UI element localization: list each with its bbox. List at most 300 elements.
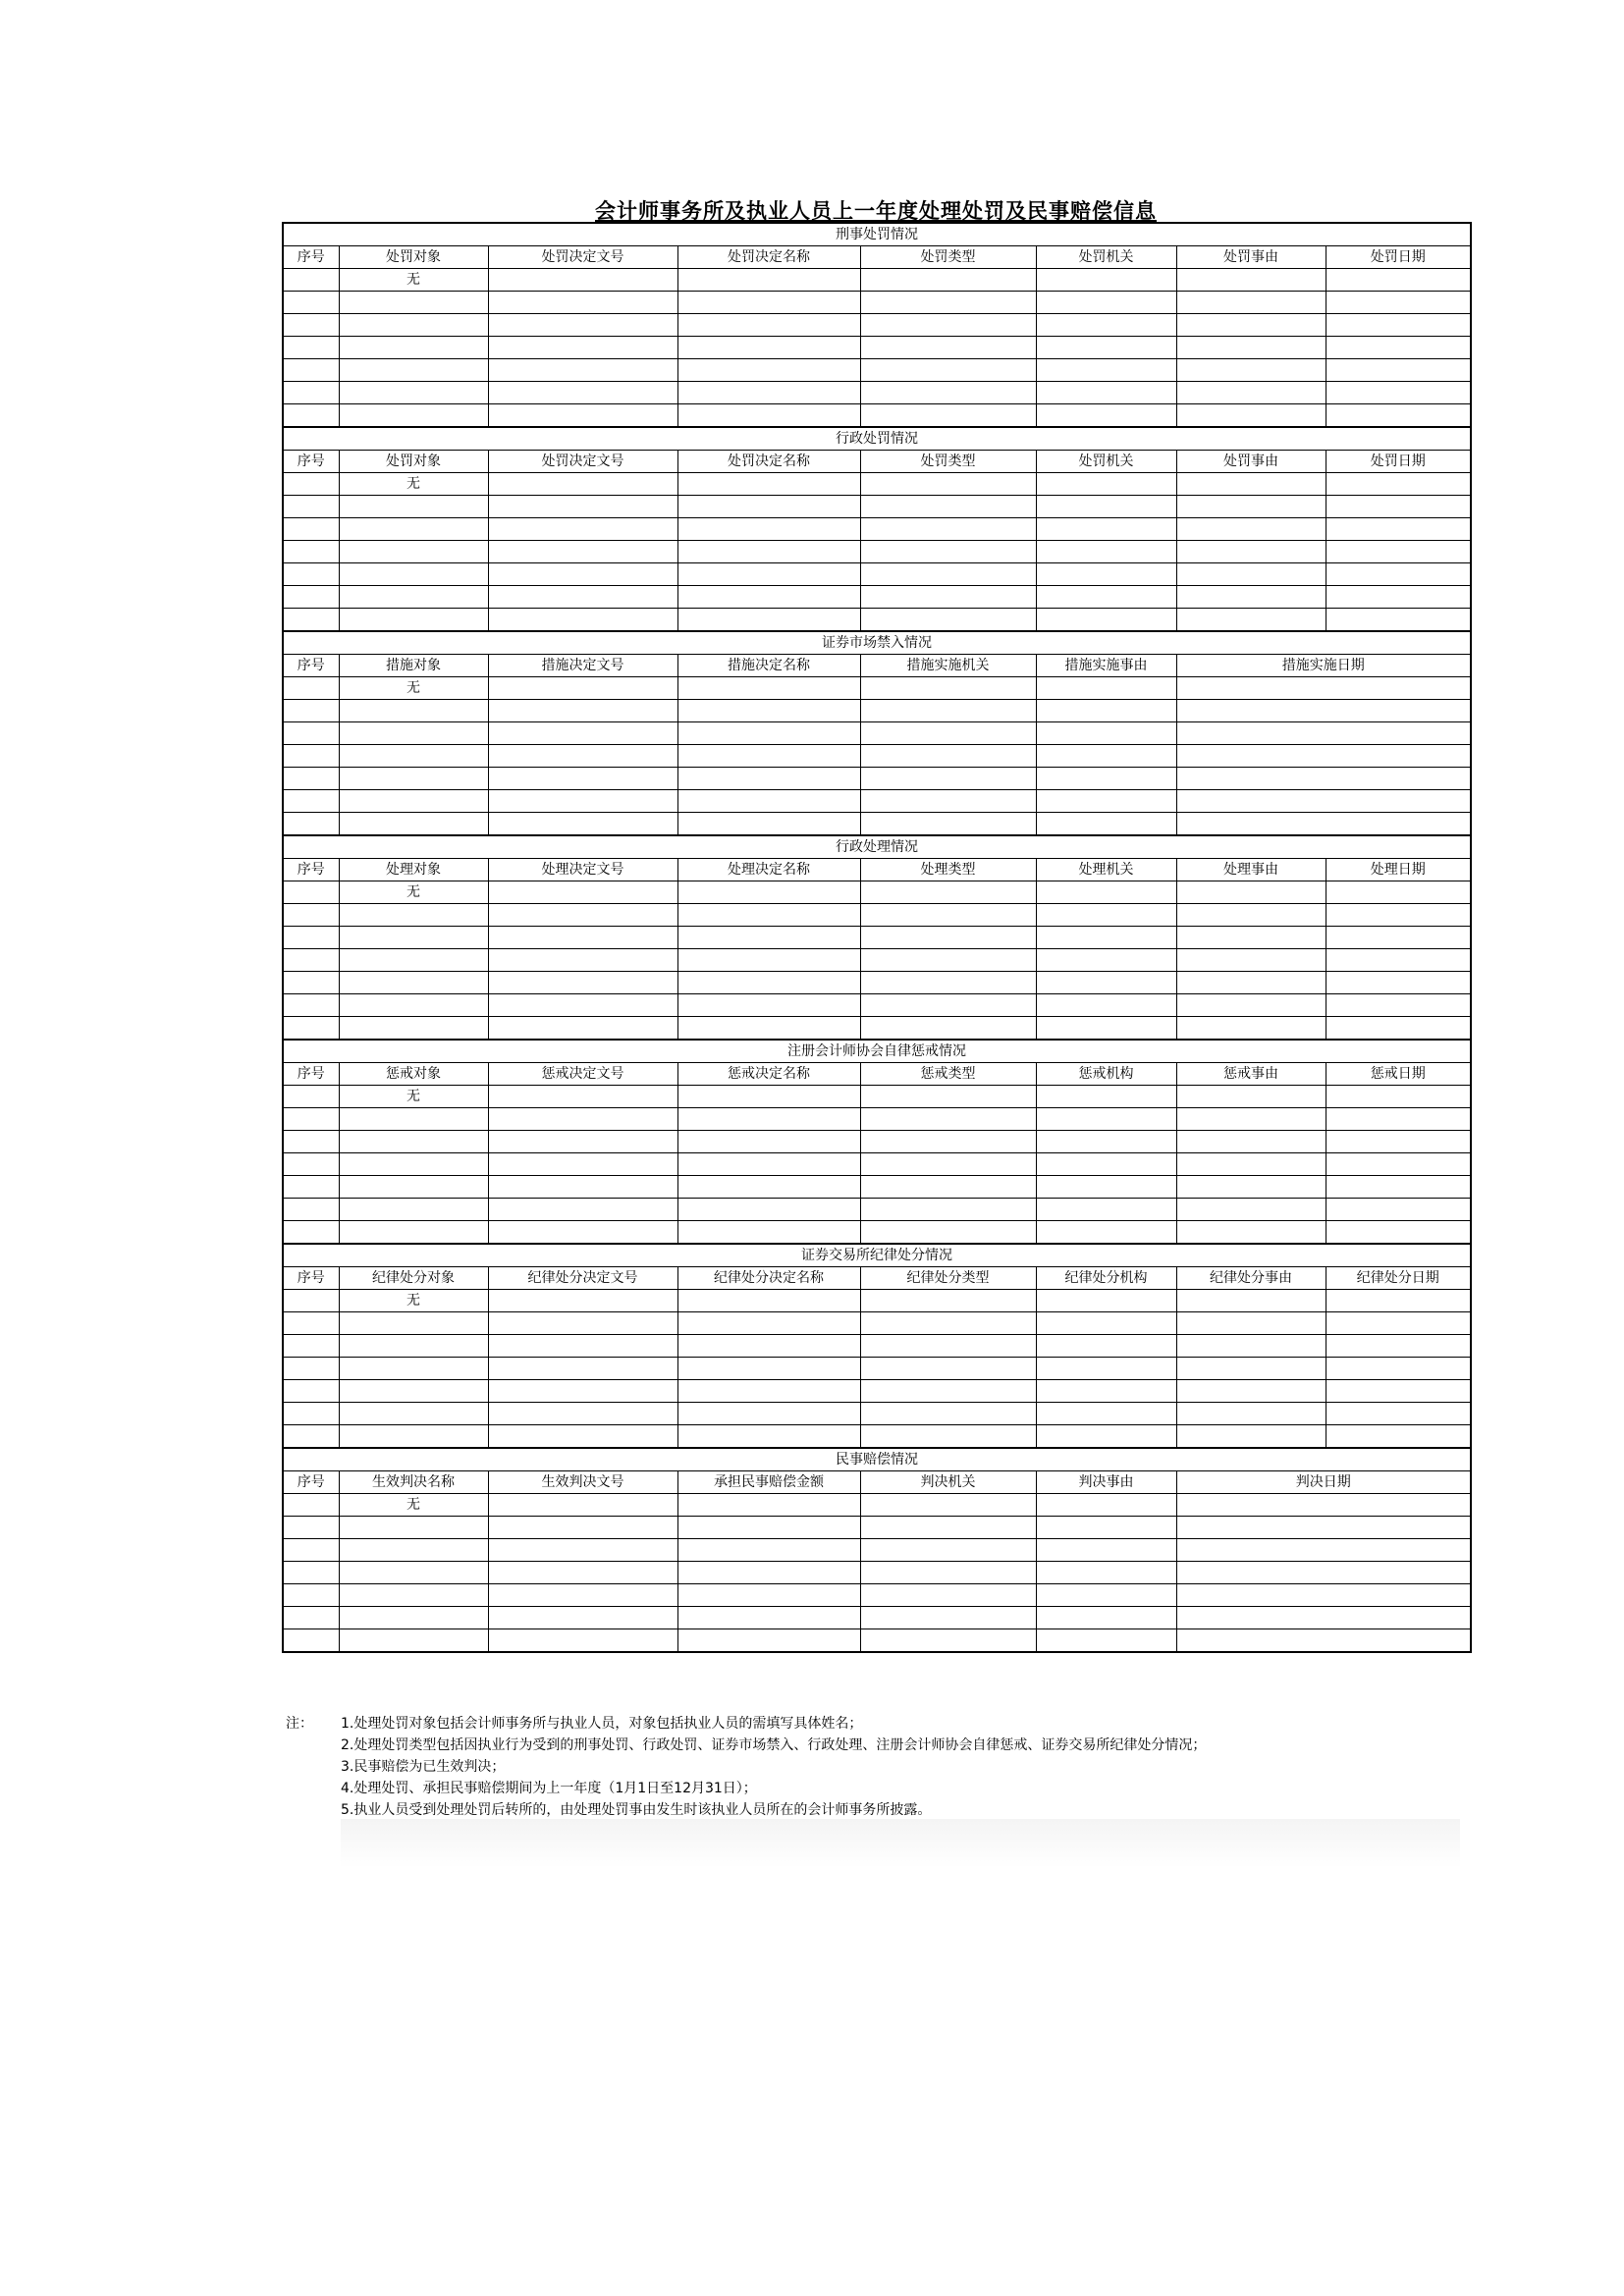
table-cell[interactable]	[1036, 404, 1176, 428]
table-cell[interactable]	[339, 1539, 488, 1562]
table-cell[interactable]	[677, 813, 860, 836]
table-cell[interactable]	[1176, 609, 1326, 632]
table-cell[interactable]	[1036, 1539, 1176, 1562]
table-cell[interactable]	[677, 1358, 860, 1380]
table-cell[interactable]	[677, 496, 860, 518]
table-cell[interactable]	[1036, 1403, 1176, 1425]
table-cell[interactable]	[339, 1131, 488, 1153]
table-cell[interactable]	[1326, 1312, 1471, 1335]
table-cell[interactable]	[1036, 677, 1176, 700]
table-cell[interactable]	[1176, 1312, 1326, 1335]
table-cell[interactable]	[488, 949, 677, 972]
table-cell[interactable]	[860, 1539, 1036, 1562]
table-cell[interactable]	[1176, 1086, 1326, 1108]
table-cell[interactable]	[1176, 927, 1326, 949]
table-cell[interactable]	[283, 1358, 339, 1380]
table-cell[interactable]	[283, 1607, 339, 1629]
table-cell[interactable]	[860, 1425, 1036, 1449]
table-cell[interactable]	[677, 563, 860, 586]
table-cell[interactable]	[1326, 586, 1471, 609]
table-cell[interactable]	[339, 1358, 488, 1380]
table-cell[interactable]	[1176, 518, 1326, 541]
table-cell[interactable]	[1176, 1584, 1471, 1607]
table-cell[interactable]	[339, 1312, 488, 1335]
table-cell[interactable]	[1036, 813, 1176, 836]
table-cell[interactable]	[488, 609, 677, 632]
table-cell[interactable]	[677, 949, 860, 972]
table-cell[interactable]	[677, 1108, 860, 1131]
table-cell[interactable]	[488, 541, 677, 563]
table-cell[interactable]	[339, 1176, 488, 1199]
table-cell[interactable]	[1036, 496, 1176, 518]
table-cell[interactable]	[488, 586, 677, 609]
table-cell[interactable]	[860, 790, 1036, 813]
table-cell[interactable]	[677, 1562, 860, 1584]
table-cell[interactable]: 无	[339, 473, 488, 496]
table-cell[interactable]	[339, 994, 488, 1017]
table-cell[interactable]	[283, 518, 339, 541]
table-cell[interactable]	[488, 1017, 677, 1041]
table-cell[interactable]	[283, 1312, 339, 1335]
table-cell[interactable]	[860, 1017, 1036, 1041]
table-cell[interactable]	[860, 949, 1036, 972]
table-cell[interactable]	[677, 269, 860, 292]
table-cell[interactable]	[860, 1403, 1036, 1425]
table-cell[interactable]	[677, 972, 860, 994]
table-cell[interactable]	[283, 745, 339, 768]
table-cell[interactable]	[677, 1494, 860, 1517]
table-cell[interactable]	[1326, 1199, 1471, 1221]
table-cell[interactable]	[283, 1221, 339, 1245]
table-cell[interactable]	[488, 1607, 677, 1629]
table-cell[interactable]	[339, 382, 488, 404]
table-cell[interactable]	[283, 1131, 339, 1153]
table-cell[interactable]	[860, 1153, 1036, 1176]
table-cell[interactable]	[860, 1221, 1036, 1245]
table-cell[interactable]	[283, 496, 339, 518]
table-cell[interactable]	[677, 404, 860, 428]
table-cell[interactable]	[339, 496, 488, 518]
table-cell[interactable]	[860, 1290, 1036, 1312]
table-cell[interactable]	[1176, 404, 1326, 428]
table-cell[interactable]	[677, 541, 860, 563]
table-cell[interactable]	[339, 722, 488, 745]
table-cell[interactable]	[1036, 1562, 1176, 1584]
table-cell[interactable]	[1176, 1017, 1326, 1041]
table-cell[interactable]	[1176, 1153, 1326, 1176]
table-cell[interactable]	[677, 1290, 860, 1312]
table-cell[interactable]	[1036, 473, 1176, 496]
table-cell[interactable]	[283, 404, 339, 428]
table-cell[interactable]	[283, 1086, 339, 1108]
table-cell[interactable]	[860, 881, 1036, 904]
table-cell[interactable]	[860, 1358, 1036, 1380]
table-cell[interactable]	[1036, 994, 1176, 1017]
table-cell[interactable]	[677, 1312, 860, 1335]
table-cell[interactable]	[860, 1131, 1036, 1153]
table-cell[interactable]	[1326, 972, 1471, 994]
table-cell[interactable]	[677, 745, 860, 768]
table-cell[interactable]	[1326, 1153, 1471, 1176]
table-cell[interactable]	[1326, 292, 1471, 314]
table-cell[interactable]	[1326, 404, 1471, 428]
table-cell[interactable]	[860, 337, 1036, 359]
table-cell[interactable]	[488, 927, 677, 949]
table-cell[interactable]	[1036, 949, 1176, 972]
table-cell[interactable]	[860, 677, 1036, 700]
table-cell[interactable]	[488, 382, 677, 404]
table-cell[interactable]	[1036, 1221, 1176, 1245]
table-cell[interactable]	[860, 404, 1036, 428]
table-cell[interactable]	[677, 1153, 860, 1176]
table-cell[interactable]	[339, 1221, 488, 1245]
table-cell[interactable]	[860, 1629, 1036, 1653]
table-cell[interactable]	[1176, 994, 1326, 1017]
table-cell[interactable]	[1036, 700, 1176, 722]
table-cell[interactable]: 无	[339, 1086, 488, 1108]
table-cell[interactable]	[488, 496, 677, 518]
table-cell[interactable]	[677, 1607, 860, 1629]
table-cell[interactable]	[1176, 1425, 1326, 1449]
table-cell[interactable]	[283, 1403, 339, 1425]
table-cell[interactable]	[677, 609, 860, 632]
table-cell[interactable]	[1036, 1425, 1176, 1449]
table-cell[interactable]	[283, 813, 339, 836]
table-cell[interactable]	[1176, 677, 1471, 700]
table-cell[interactable]	[1036, 269, 1176, 292]
table-cell[interactable]	[1176, 881, 1326, 904]
table-cell[interactable]	[1176, 1108, 1326, 1131]
table-cell[interactable]	[1036, 972, 1176, 994]
table-cell[interactable]	[1036, 1629, 1176, 1653]
table-cell[interactable]	[488, 1221, 677, 1245]
table-cell[interactable]	[860, 1517, 1036, 1539]
table-cell[interactable]	[339, 1584, 488, 1607]
table-cell[interactable]	[677, 768, 860, 790]
table-cell[interactable]	[488, 1584, 677, 1607]
table-cell[interactable]	[488, 1380, 677, 1403]
table-cell[interactable]	[339, 904, 488, 927]
table-cell[interactable]	[339, 541, 488, 563]
table-cell[interactable]	[339, 1629, 488, 1653]
table-cell[interactable]	[1176, 382, 1326, 404]
table-cell[interactable]	[860, 1335, 1036, 1358]
table-cell[interactable]	[1176, 1335, 1326, 1358]
table-cell[interactable]	[860, 1494, 1036, 1517]
table-cell[interactable]	[860, 972, 1036, 994]
table-cell[interactable]	[283, 1584, 339, 1607]
table-cell[interactable]	[1036, 1017, 1176, 1041]
table-cell[interactable]	[860, 745, 1036, 768]
table-cell[interactable]	[283, 473, 339, 496]
table-cell[interactable]	[1176, 314, 1326, 337]
table-cell[interactable]	[339, 292, 488, 314]
table-cell[interactable]	[677, 1199, 860, 1221]
table-cell[interactable]	[860, 1108, 1036, 1131]
table-cell[interactable]	[1326, 1380, 1471, 1403]
table-cell[interactable]	[860, 541, 1036, 563]
table-cell[interactable]	[488, 768, 677, 790]
table-cell[interactable]	[488, 1562, 677, 1584]
table-cell[interactable]	[1036, 1290, 1176, 1312]
table-cell[interactable]	[860, 518, 1036, 541]
table-cell[interactable]	[1036, 1153, 1176, 1176]
table-cell[interactable]	[283, 1380, 339, 1403]
table-cell[interactable]	[860, 1584, 1036, 1607]
table-cell[interactable]	[1326, 1086, 1471, 1108]
table-cell[interactable]	[488, 722, 677, 745]
table-cell[interactable]	[488, 1131, 677, 1153]
table-cell[interactable]	[339, 609, 488, 632]
table-cell[interactable]	[860, 768, 1036, 790]
table-cell[interactable]	[488, 359, 677, 382]
table-cell[interactable]	[283, 768, 339, 790]
table-cell[interactable]	[1036, 881, 1176, 904]
table-cell[interactable]	[488, 473, 677, 496]
table-cell[interactable]	[283, 292, 339, 314]
table-cell[interactable]	[1326, 1403, 1471, 1425]
table-cell[interactable]	[488, 1290, 677, 1312]
table-cell[interactable]	[1036, 1517, 1176, 1539]
table-cell[interactable]	[488, 972, 677, 994]
table-cell[interactable]	[860, 269, 1036, 292]
table-cell[interactable]	[283, 994, 339, 1017]
table-cell[interactable]	[860, 359, 1036, 382]
table-cell[interactable]	[1036, 790, 1176, 813]
table-cell[interactable]	[1176, 722, 1471, 745]
table-cell[interactable]	[1176, 563, 1326, 586]
table-cell[interactable]	[488, 1403, 677, 1425]
table-cell[interactable]	[1326, 1221, 1471, 1245]
table-cell[interactable]	[488, 1425, 677, 1449]
table-cell[interactable]	[339, 768, 488, 790]
table-cell[interactable]	[283, 382, 339, 404]
table-cell[interactable]	[283, 563, 339, 586]
table-cell[interactable]	[1036, 1358, 1176, 1380]
table-cell[interactable]	[1036, 563, 1176, 586]
table-cell[interactable]	[677, 700, 860, 722]
table-cell[interactable]	[1326, 1358, 1471, 1380]
table-cell[interactable]	[283, 972, 339, 994]
table-cell[interactable]	[283, 722, 339, 745]
table-cell[interactable]	[488, 404, 677, 428]
table-cell[interactable]	[1176, 1539, 1471, 1562]
table-cell[interactable]	[677, 292, 860, 314]
table-cell[interactable]	[1036, 382, 1176, 404]
table-cell[interactable]	[339, 1425, 488, 1449]
table-cell[interactable]	[283, 609, 339, 632]
table-cell[interactable]	[677, 314, 860, 337]
table-cell[interactable]	[1036, 1131, 1176, 1153]
table-cell[interactable]	[1326, 382, 1471, 404]
table-cell[interactable]	[1036, 722, 1176, 745]
table-cell[interactable]	[860, 609, 1036, 632]
table-cell[interactable]	[677, 881, 860, 904]
table-cell[interactable]	[1036, 1335, 1176, 1358]
table-cell[interactable]	[1176, 1517, 1471, 1539]
table-cell[interactable]	[1176, 1403, 1326, 1425]
table-cell[interactable]	[283, 927, 339, 949]
table-cell[interactable]	[1176, 1380, 1326, 1403]
table-cell[interactable]	[860, 1312, 1036, 1335]
table-cell[interactable]	[1176, 904, 1326, 927]
table-cell[interactable]	[1036, 1108, 1176, 1131]
table-cell[interactable]	[860, 1562, 1036, 1584]
table-cell[interactable]	[488, 1312, 677, 1335]
table-cell[interactable]	[488, 1629, 677, 1653]
table-cell[interactable]	[1036, 927, 1176, 949]
table-cell[interactable]	[1176, 292, 1326, 314]
table-cell[interactable]	[488, 677, 677, 700]
table-cell[interactable]	[677, 677, 860, 700]
table-cell[interactable]	[488, 314, 677, 337]
table-cell[interactable]	[1036, 518, 1176, 541]
table-cell[interactable]	[283, 586, 339, 609]
table-cell[interactable]	[1326, 1108, 1471, 1131]
table-cell[interactable]	[283, 1108, 339, 1131]
table-cell[interactable]	[283, 1199, 339, 1221]
table-cell[interactable]	[1176, 1221, 1326, 1245]
table-cell[interactable]	[1176, 1131, 1326, 1153]
table-cell[interactable]	[488, 563, 677, 586]
table-cell[interactable]	[1176, 1176, 1326, 1199]
table-cell[interactable]	[1176, 359, 1326, 382]
table-cell[interactable]	[1326, 563, 1471, 586]
table-cell[interactable]	[488, 1108, 677, 1131]
table-cell[interactable]	[1176, 337, 1326, 359]
table-cell[interactable]	[283, 1539, 339, 1562]
table-cell[interactable]	[1036, 609, 1176, 632]
table-cell[interactable]	[860, 292, 1036, 314]
table-cell[interactable]	[677, 1584, 860, 1607]
table-cell[interactable]	[677, 586, 860, 609]
table-cell[interactable]	[339, 1517, 488, 1539]
table-cell[interactable]	[860, 473, 1036, 496]
table-cell[interactable]	[1176, 1494, 1471, 1517]
table-cell[interactable]	[488, 700, 677, 722]
table-cell[interactable]	[1036, 541, 1176, 563]
table-cell[interactable]	[339, 1335, 488, 1358]
table-cell[interactable]	[1326, 1335, 1471, 1358]
table-cell[interactable]	[339, 790, 488, 813]
table-cell[interactable]	[860, 563, 1036, 586]
table-cell[interactable]	[1176, 700, 1471, 722]
table-cell[interactable]	[860, 1607, 1036, 1629]
table-cell[interactable]	[1036, 904, 1176, 927]
table-cell[interactable]	[283, 1517, 339, 1539]
table-cell[interactable]	[860, 994, 1036, 1017]
table-cell[interactable]: 无	[339, 269, 488, 292]
table-cell[interactable]	[1326, 518, 1471, 541]
table-cell[interactable]	[339, 518, 488, 541]
table-cell[interactable]	[283, 314, 339, 337]
table-cell[interactable]	[1326, 269, 1471, 292]
table-cell[interactable]	[339, 1199, 488, 1221]
table-cell[interactable]	[1326, 496, 1471, 518]
table-cell[interactable]	[1326, 927, 1471, 949]
table-cell[interactable]	[677, 1176, 860, 1199]
table-cell[interactable]	[860, 586, 1036, 609]
table-cell[interactable]	[283, 949, 339, 972]
table-cell[interactable]	[339, 1607, 488, 1629]
table-cell[interactable]	[283, 1017, 339, 1041]
table-cell[interactable]	[488, 745, 677, 768]
table-cell[interactable]	[488, 790, 677, 813]
table-cell[interactable]	[339, 927, 488, 949]
table-cell[interactable]	[860, 722, 1036, 745]
table-cell[interactable]	[1036, 768, 1176, 790]
table-cell[interactable]	[677, 473, 860, 496]
table-cell[interactable]	[1036, 359, 1176, 382]
table-cell[interactable]	[677, 904, 860, 927]
table-cell[interactable]	[1326, 1017, 1471, 1041]
table-cell[interactable]	[1176, 1562, 1471, 1584]
table-cell[interactable]	[1036, 586, 1176, 609]
table-cell[interactable]	[488, 1199, 677, 1221]
table-cell[interactable]	[283, 1153, 339, 1176]
table-cell[interactable]	[1036, 1494, 1176, 1517]
table-cell[interactable]	[283, 541, 339, 563]
table-cell[interactable]	[283, 359, 339, 382]
table-cell[interactable]	[1326, 1290, 1471, 1312]
table-cell[interactable]	[1326, 1425, 1471, 1449]
table-cell[interactable]	[283, 904, 339, 927]
table-cell[interactable]: 无	[339, 1494, 488, 1517]
table-cell[interactable]	[1036, 1199, 1176, 1221]
table-cell[interactable]	[283, 1176, 339, 1199]
table-cell[interactable]	[1176, 586, 1326, 609]
table-cell[interactable]	[677, 1517, 860, 1539]
table-cell[interactable]	[488, 813, 677, 836]
table-cell[interactable]	[1326, 994, 1471, 1017]
table-cell[interactable]	[860, 382, 1036, 404]
table-cell[interactable]	[860, 1199, 1036, 1221]
table-cell[interactable]	[339, 1562, 488, 1584]
table-cell[interactable]	[339, 337, 488, 359]
table-cell[interactable]	[488, 518, 677, 541]
table-cell[interactable]	[1036, 1380, 1176, 1403]
table-cell[interactable]	[1176, 1629, 1471, 1653]
table-cell[interactable]	[677, 1221, 860, 1245]
table-cell[interactable]	[1326, 881, 1471, 904]
table-cell[interactable]	[1326, 337, 1471, 359]
table-cell[interactable]	[1176, 473, 1326, 496]
table-cell[interactable]	[860, 314, 1036, 337]
table-cell[interactable]	[860, 496, 1036, 518]
table-cell[interactable]	[1326, 473, 1471, 496]
table-cell[interactable]	[339, 586, 488, 609]
table-cell[interactable]	[860, 1176, 1036, 1199]
table-cell[interactable]	[860, 1380, 1036, 1403]
table-cell[interactable]	[488, 337, 677, 359]
table-cell[interactable]	[1036, 337, 1176, 359]
table-cell[interactable]	[860, 927, 1036, 949]
table-cell[interactable]	[339, 359, 488, 382]
table-cell[interactable]	[1176, 949, 1326, 972]
table-cell[interactable]	[339, 1403, 488, 1425]
table-cell[interactable]	[677, 1425, 860, 1449]
table-cell[interactable]	[677, 337, 860, 359]
table-cell[interactable]	[1176, 813, 1471, 836]
table-cell[interactable]	[488, 1494, 677, 1517]
table-cell[interactable]	[677, 1017, 860, 1041]
table-cell[interactable]	[283, 1335, 339, 1358]
table-cell[interactable]	[283, 1290, 339, 1312]
table-cell[interactable]	[1176, 1358, 1326, 1380]
table-cell[interactable]	[677, 1403, 860, 1425]
table-cell[interactable]	[677, 1380, 860, 1403]
table-cell[interactable]	[1326, 359, 1471, 382]
